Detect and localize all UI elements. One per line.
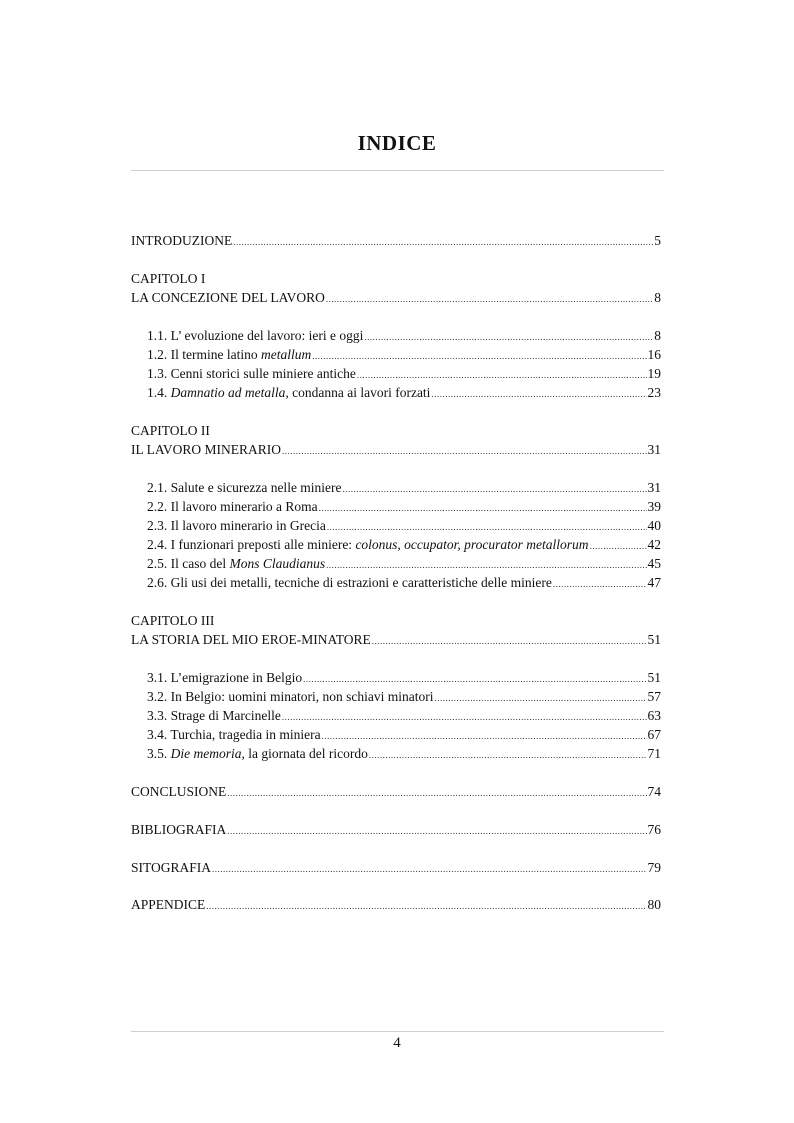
toc-section-label: 1.1. L’ evoluzione del lavoro: ieri e oggi [147,328,364,343]
toc-section-label: 3.1. L’emigrazione in Belgio [147,670,303,685]
toc-entry-page: 5 [654,233,661,248]
toc-entry-label: LA CONCEZIONE DEL LAVORO [131,290,325,305]
toc-entry-conclusione[interactable] [131,782,661,801]
toc-section-page: 57 [647,689,661,704]
toc-entry-page: 80 [647,897,661,912]
toc-section-2-1[interactable] [147,478,661,497]
toc-section-label: 2.4. I funzionari preposti alle miniere: colonus, occupator, procurator metallorum [147,537,589,552]
chapter-heading: CAPITOLO II [131,423,210,438]
toc-entry-bibliografia[interactable] [131,820,661,839]
toc-section-label: 2.1. Salute e sicurezza nelle miniere [147,480,342,495]
toc-section-page: 63 [647,708,661,723]
leader-dots [326,290,653,309]
page-title: INDICE [357,131,437,155]
leader-dots [431,385,646,404]
toc-section-page: 23 [647,385,661,400]
toc-section-page: 40 [647,518,661,533]
toc-section-label: 2.5. Il caso del Mons Claudianus [147,556,326,571]
toc-section-label: 3.4. Turchia, tragedia in miniera [147,727,321,742]
toc-section-page: 45 [647,556,661,571]
toc-entry-page: 51 [647,632,661,647]
toc-entry-appendice[interactable] [131,895,661,914]
toc-entry-label: APPENDICE [131,897,206,912]
toc-entry-page: 31 [647,442,661,457]
toc-section-page: 16 [647,347,661,362]
chapter-heading: CAPITOLO I [131,271,206,286]
toc-entry-label: BIBLIOGRAFIA [131,822,227,837]
toc-section-page: 19 [647,366,661,381]
toc-section-2-3[interactable] [147,516,661,535]
toc-section-page: 51 [647,670,661,685]
toc-section-3-5[interactable] [147,744,661,763]
toc-section-1-4[interactable] [147,383,661,402]
toc-entry-label: CONCLUSIONE [131,784,227,799]
toc-entry-label: SITOGRAFIA [131,860,212,875]
toc-entry-sitografia[interactable] [131,858,661,877]
toc-section-page: 47 [647,575,661,590]
toc-section-3-1[interactable] [147,668,661,687]
toc-section-1-3[interactable] [147,364,661,383]
toc-entry-page: 79 [647,860,661,875]
leader-dots [282,442,647,461]
toc-section-label: 2.3. Il lavoro minerario in Grecia [147,518,326,533]
toc-section-1-1[interactable] [147,326,661,345]
toc-section-3-2[interactable] [147,687,661,706]
toc-section-label: 3.2. In Belgio: uomini minatori, non schiavi minatori [147,689,434,704]
toc-section-label: 1.4. Damnatio ad metalla, condanna ai lavori forzati [147,385,431,400]
footer-divider [131,1031,664,1032]
toc-section-2-2[interactable] [147,497,661,516]
toc-section-2-4[interactable] [147,535,661,554]
toc-entry-page: 8 [654,290,661,305]
leader-dots [206,897,646,916]
leader-dots [227,822,646,841]
toc-section-3-3[interactable] [147,706,661,725]
toc-section-2-6[interactable] [147,573,661,592]
toc-entry-page: 74 [647,784,661,799]
leader-dots [372,632,647,651]
toc-section-page: 42 [647,537,661,552]
toc-section-page: 71 [647,746,661,761]
toc-section-page: 31 [647,480,661,495]
toc-section-1-2[interactable] [147,345,661,364]
toc-section-label: 2.2. Il lavoro minerario a Roma [147,499,318,514]
toc-section-3-4[interactable] [147,725,661,744]
leader-dots [212,860,646,879]
toc-entry-capitolo-1[interactable] [131,288,661,307]
toc-section-label: 3.5. Die memoria, la giornata del ricordo [147,746,368,761]
toc-entry-label: IL LAVORO MINERARIO [131,442,281,457]
toc-entry-page: 76 [647,822,661,837]
page-number: 4 [393,1035,401,1051]
toc-entry-capitolo-2[interactable] [131,440,661,459]
leader-dots [553,575,647,594]
toc-entry-label: INTRODUZIONE [131,233,233,248]
leader-dots [233,233,653,252]
toc-section-page: 39 [647,499,661,514]
leader-dots [227,784,646,803]
chapter-heading: CAPITOLO III [131,613,215,628]
toc-entry-introduzione[interactable] [131,231,661,250]
toc-section-2-5[interactable] [147,554,661,573]
leader-dots [369,746,647,765]
toc-entry-capitolo-3[interactable] [131,630,661,649]
toc-section-label: 1.2. Il termine latino metallum [147,347,312,362]
toc-section-label: 1.3. Cenni storici sulle miniere antiche [147,366,356,381]
toc-section-page: 67 [647,727,661,742]
toc-section-label: 2.6. Gli usi dei metalli, tecniche di estrazioni e caratteristiche delle miniere [147,575,552,590]
toc-section-page: 8 [654,328,661,343]
toc-entry-label: LA STORIA DEL MIO EROE-MINATORE [131,632,371,647]
toc-section-label: 3.3. Strage di Marcinelle [147,708,281,723]
